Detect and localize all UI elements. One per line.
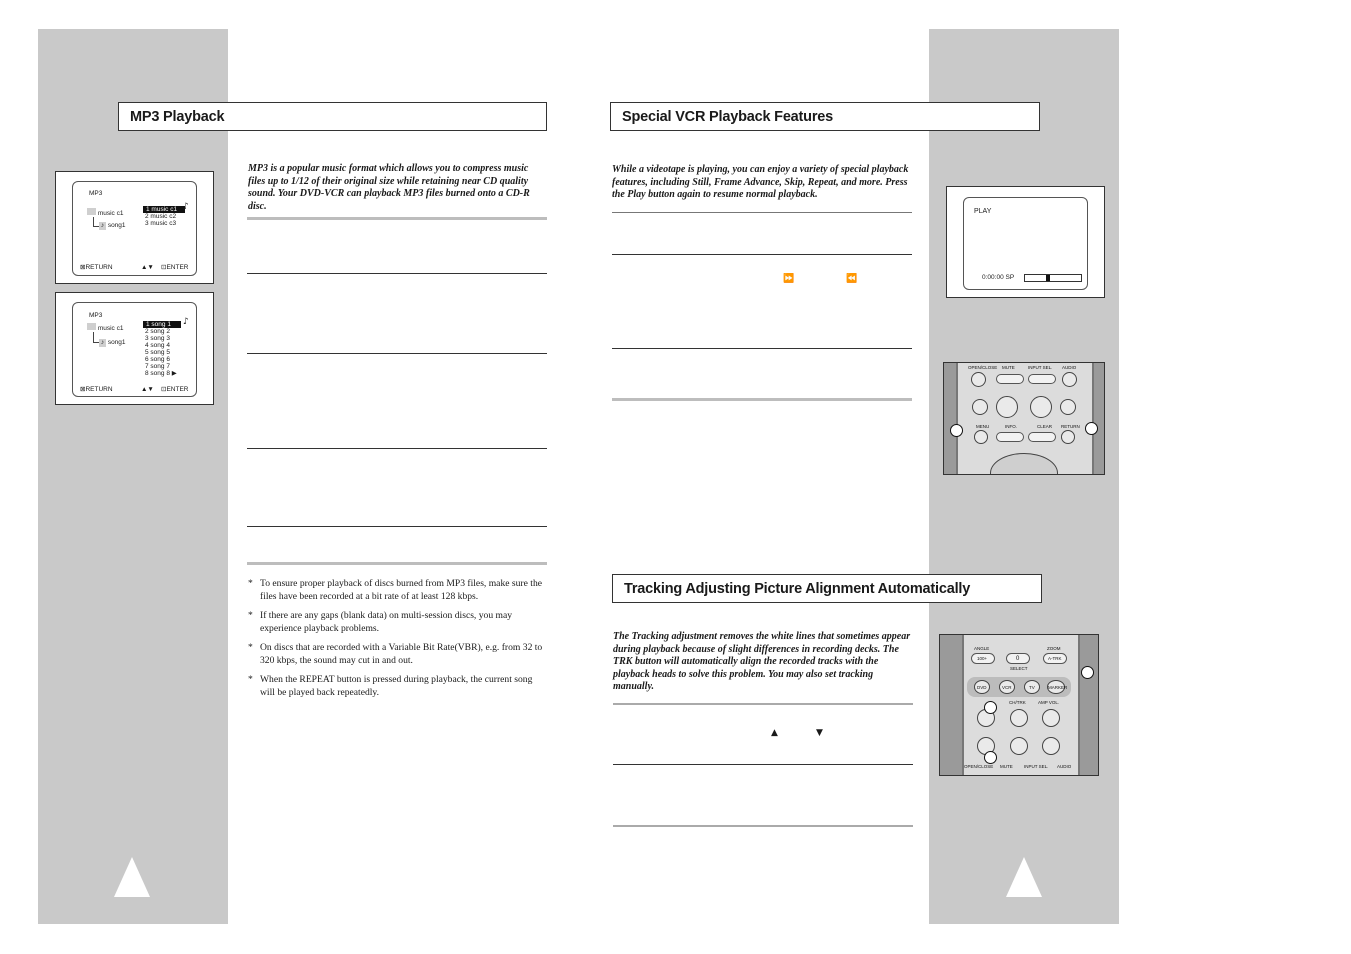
tape-position-marker: [1046, 275, 1050, 281]
tracking-down-button[interactable]: [1010, 737, 1028, 755]
remote-label: MUTE: [1002, 365, 1015, 370]
track-item[interactable]: 7 song 7: [145, 363, 170, 370]
music-note-icon: ♪: [100, 222, 105, 229]
right-margin-band: [929, 29, 1119, 924]
remote-label: AMP VOL.: [1038, 700, 1060, 705]
dvd-button[interactable]: DVD: [974, 680, 990, 694]
mp3-step-rule: [247, 526, 547, 527]
callout-marker: [984, 701, 997, 714]
mp3-menu-screenshot-2: [55, 292, 214, 405]
remote-label: MENU: [976, 424, 990, 429]
stop-button[interactable]: [996, 396, 1018, 418]
return-hint: ⊠RETURN: [80, 264, 113, 271]
track-item[interactable]: 6 song 6: [145, 356, 170, 363]
mp3-divider: [247, 562, 547, 565]
down-arrow-icon: ▼: [816, 728, 823, 738]
remote-label: CLEAR: [1037, 424, 1053, 429]
vcr-step-rule: [612, 254, 912, 255]
remote-label: INPUT SEL.: [1028, 365, 1053, 370]
tv-screen: [72, 302, 197, 397]
mp3-divider: [247, 217, 547, 220]
enter-hint: ⊡ENTER: [161, 264, 189, 271]
vcr-button[interactable]: VCR: [999, 680, 1015, 694]
vcr-play-screenshot: [946, 186, 1105, 298]
track-item[interactable]: 5 song 5: [145, 349, 170, 356]
remote-label: RETURN: [1061, 424, 1080, 429]
music-note-icon: ♪: [100, 339, 105, 346]
play-status: PLAY: [974, 208, 992, 215]
return-hint: ⊠RETURN: [80, 386, 113, 393]
music-note-icon: ♪: [183, 317, 189, 327]
callout-marker: [984, 751, 997, 764]
mp3-step-rule: [247, 448, 547, 449]
mp3-step-rule: [247, 273, 547, 274]
remote-label: MUTE: [1000, 764, 1013, 769]
enter-icon: ⊡: [161, 386, 167, 393]
remote-label: INFO.: [1005, 424, 1017, 429]
callout-marker: [950, 424, 963, 437]
tv-button[interactable]: TV: [1024, 680, 1040, 694]
tracking-divider: [613, 703, 913, 705]
vcr-intro: While a videotape is playing, you can enjoy a variety of special playback features, including Still, Frame Advance, Skip, Repeat, and more. Press the Play button again to resume normal playback.: [612, 164, 909, 200]
input-select-button[interactable]: [1028, 374, 1056, 384]
folder-row: [99, 339, 126, 347]
menu-button[interactable]: [974, 430, 988, 444]
track-item-selected[interactable]: 1 song 1: [143, 321, 181, 328]
tracking-intro: The Tracking adjustment removes the white lines that sometimes appear during playback because of slight differences in recording decks. The TRK button will automatically align the recorded tracks with the playback heads to solve this problem. You may also set tracking manually.: [613, 631, 911, 692]
remote-label: AUDIO: [1057, 764, 1072, 769]
tracking-divider: [613, 825, 913, 827]
arrows-hint: ▲▼: [141, 264, 154, 271]
tape-counter: 0:00:00 SP: [982, 274, 1015, 281]
tracking-step-rule: [613, 764, 913, 765]
vcr-step-rule: [612, 348, 912, 349]
track-list: [143, 321, 181, 377]
info-button[interactable]: [996, 432, 1024, 442]
remote-label: AUDIO: [1062, 365, 1077, 370]
return-button[interactable]: [1061, 430, 1075, 444]
vcr-section-title: Special VCR Playback Features: [610, 102, 1040, 131]
remote-playback-closeup: [943, 362, 1105, 475]
remote-tracking-closeup: [939, 634, 1099, 776]
angle-100-button[interactable]: 100+: [971, 653, 995, 664]
track-item-selected[interactable]: 1 music c1: [143, 206, 185, 213]
music-note-icon: ♪: [183, 202, 189, 212]
tracking-section-title: Tracking Adjusting Picture Alignment Automatically: [612, 574, 1042, 603]
tracking-up-button[interactable]: [1010, 709, 1028, 727]
marker-button[interactable]: MARKER: [1047, 680, 1065, 694]
track-item[interactable]: 4 song 4: [145, 342, 170, 349]
zoom-a-trk-button[interactable]: A-TRK: [1043, 653, 1067, 664]
tape-position-bar: [1024, 274, 1082, 282]
remote-label: SELECT: [1010, 666, 1028, 671]
mp3-note: * On discs that are recorded with a Variable Bit Rate(VBR), e.g. from 32 to 320 kbps, the sound may cut in and out.: [248, 641, 548, 667]
eject-button[interactable]: [971, 372, 986, 387]
clear-button[interactable]: [1028, 432, 1056, 442]
track-item[interactable]: 2 song 2: [145, 328, 170, 335]
folder-row: [99, 222, 126, 230]
track-item[interactable]: 3 song 3: [145, 335, 170, 342]
screen-header: MP3: [89, 312, 103, 319]
vcr-step-rule: [612, 212, 912, 213]
mp3-section-title: MP3 Playback: [118, 102, 547, 131]
mp3-intro: MP3 is a popular music format which allows you to compress music files up to 1/12 of their original size while retaining near CD quality sound. Your DVD-VCR can playback MP3 files burned onto a CD-R disc.: [248, 163, 530, 212]
folder-label: song1: [107, 222, 126, 229]
screen-header: MP3: [89, 190, 103, 197]
mp3-note: * When the REPEAT button is pressed during playback, the current song will be played back repeatedly.: [248, 673, 548, 699]
track-item[interactable]: 2 music c2: [145, 213, 177, 220]
remote-label: ZOOM: [1047, 646, 1061, 651]
track-list: [143, 206, 185, 227]
remote-label: ANGLE: [974, 646, 990, 651]
folder-icon: [87, 208, 96, 215]
fast-forward-icon: ⏩: [783, 274, 795, 284]
track-item[interactable]: 8 song 8 ▶: [145, 370, 177, 377]
folder-row: [87, 323, 123, 332]
track-item[interactable]: 3 music c3: [145, 220, 177, 227]
skip-forward-button[interactable]: [1060, 399, 1076, 415]
mp3-note: * To ensure proper playback of discs burned from MP3 files, make sure the files have been recorded at a bit rate of at least 128 kbps.: [248, 577, 548, 603]
right-page-marker-icon: [1006, 857, 1042, 897]
play-pause-button[interactable]: [1030, 396, 1052, 418]
mp3-note: * If there are any gaps (blank data) on multi-session discs, you may experience playback problems.: [248, 609, 548, 635]
mp3-menu-screenshot-1: [55, 171, 214, 284]
mute-button[interactable]: [996, 374, 1024, 384]
callout-marker: [1081, 666, 1094, 679]
remote-label: INPUT SEL.: [1024, 764, 1049, 769]
folder-row: [87, 208, 123, 217]
mp3-step-rule: [247, 353, 547, 354]
enter-hint: ⊡ENTER: [161, 386, 189, 393]
folder-label: music c1: [97, 210, 124, 217]
remote-label: OPEN/CLOSE: [964, 764, 994, 769]
up-arrow-icon: ▲: [771, 728, 778, 738]
remote-label: OPEN/CLOSE: [968, 365, 998, 370]
zero-button[interactable]: 0: [1006, 653, 1030, 664]
folder-label: song1: [107, 339, 126, 346]
skip-back-button[interactable]: [972, 399, 988, 415]
vcr-divider: [612, 398, 912, 401]
amp-volume-up-button[interactable]: [1042, 709, 1060, 727]
rewind-icon: ⏪: [846, 274, 858, 284]
remote-label: CH/TRK: [1009, 700, 1026, 705]
left-page-marker-icon: [114, 857, 150, 897]
tv-screen: [72, 181, 197, 276]
audio-button[interactable]: [1062, 372, 1077, 387]
enter-icon: ⊡: [161, 264, 167, 271]
left-margin-band: [38, 29, 228, 924]
return-icon: ⊠: [80, 264, 86, 271]
tv-screen: [963, 197, 1088, 290]
callout-marker: [1085, 422, 1098, 435]
folder-icon: [87, 323, 96, 330]
folder-label: music c1: [97, 325, 124, 332]
arrows-hint: ▲▼: [141, 386, 154, 393]
return-icon: ⊠: [80, 386, 86, 393]
amp-volume-down-button[interactable]: [1042, 737, 1060, 755]
mp3-notes-list: [248, 577, 548, 705]
